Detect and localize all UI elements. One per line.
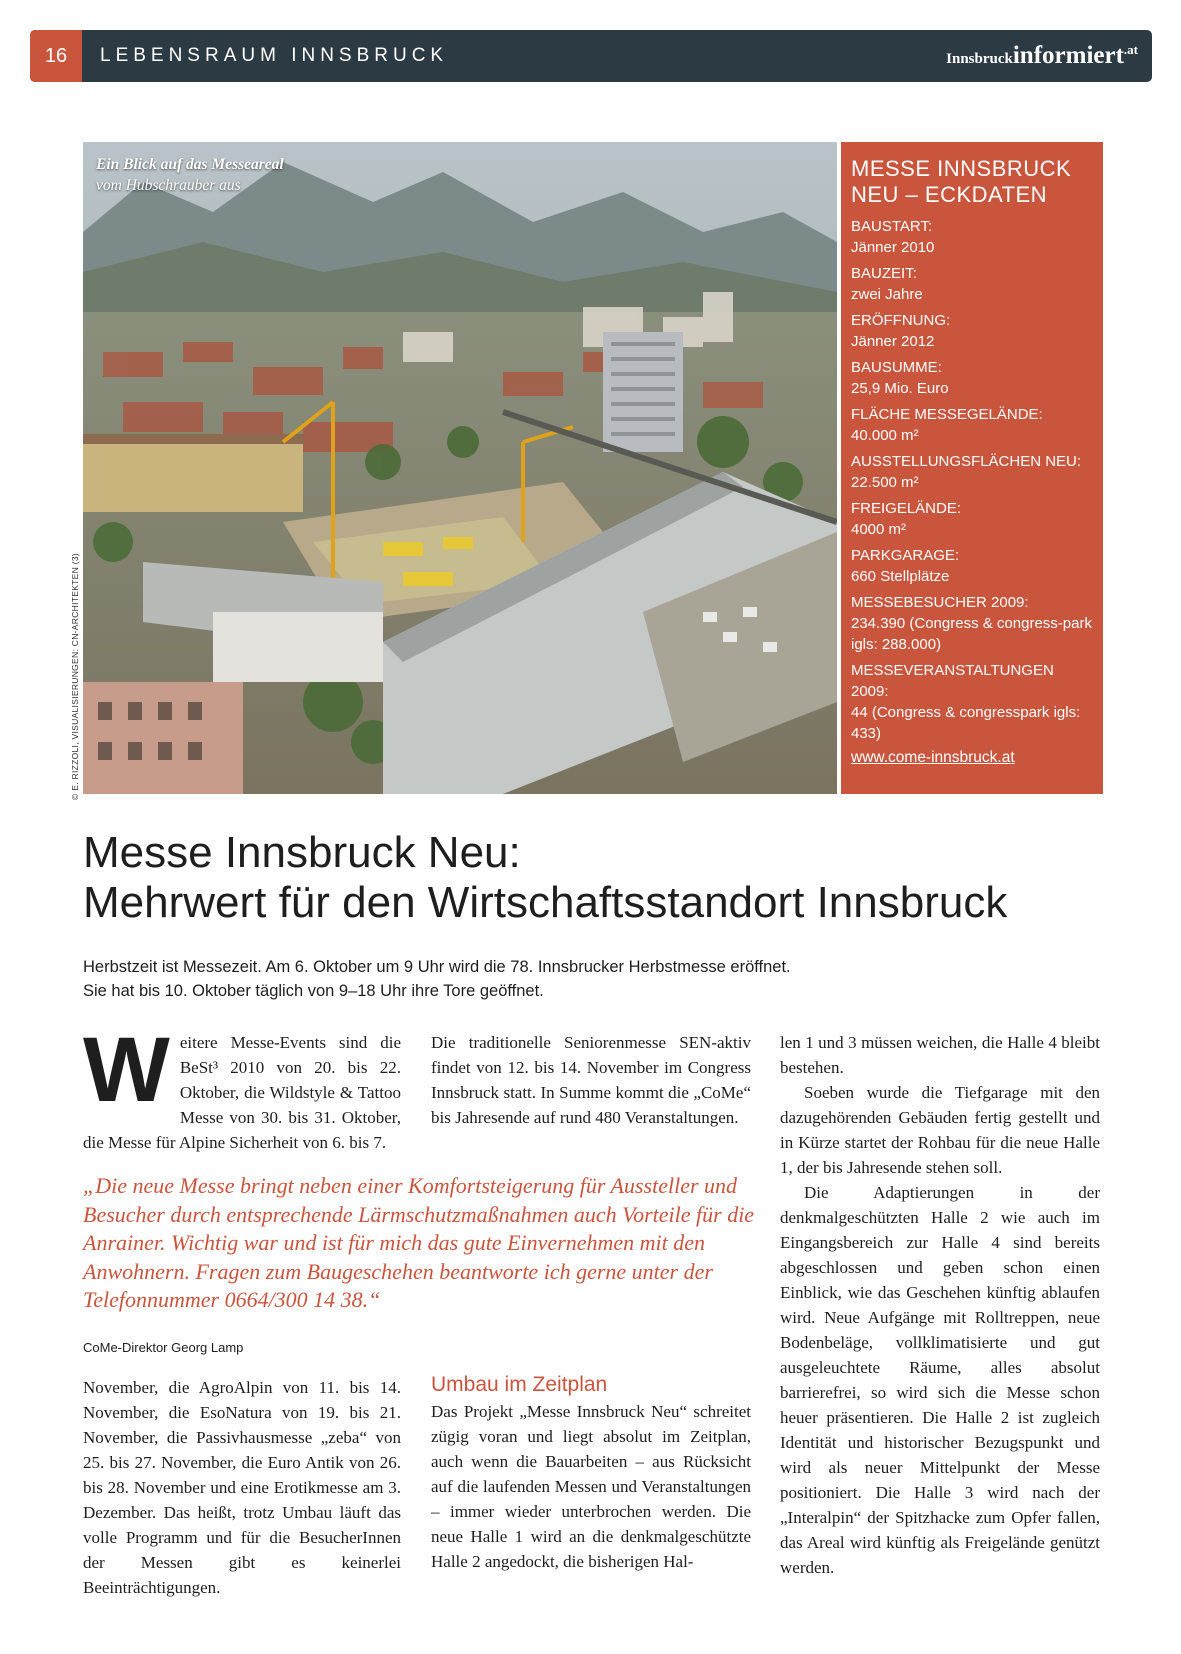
fact-item — [851, 357, 1093, 399]
fact-label: BAUSUMME: — [851, 359, 942, 376]
column-3 — [780, 1030, 1100, 1580]
article-lead — [83, 955, 1083, 1003]
column-2-bottom — [431, 1372, 751, 1574]
column-3-paragraph: Soeben wurde die Tiefgarage mit den dazugehörenden Gebäuden fertig gestellt und in Kürze startet der Rohbau für die neue Halle 1, der bis Jahresende stehen soll. — [780, 1083, 1100, 1177]
fact-label: AUSSTELLUNGSFLÄCHEN NEU: — [851, 453, 1082, 470]
fact-item — [851, 660, 1093, 744]
column-2-bottom-text: Das Projekt „Messe Innsbruck Neu“ schreitet zügig voran und liegt absolut im Zeitplan, auch wenn die Bauarbeiten – aus Rücksicht auf die laufenden Messen und Veranstaltungen – immer wieder unterbrochen werden. Die neue Halle 1 wird an die denkmalgeschützte Halle 2 angedockt, die bisherigen Hal- — [431, 1402, 751, 1571]
quote-attribution: CoMe-Direktor Georg Lamp — [83, 1340, 244, 1355]
photo-caption — [96, 154, 296, 196]
photo-credit: © E. RIZZOLI, VISUALISIERUNGEN: CN-ARCHITEKTEN (3) — [70, 552, 80, 800]
photo-caption-bold: Ein Blick auf das Messeareal — [96, 156, 284, 173]
fact-label: FLÄCHE MESSEGELÄNDE: — [851, 406, 1043, 423]
fact-value: Jänner 2012 — [851, 333, 935, 350]
fact-value: 234.390 (Congress & congress-park igls: 288.000) — [851, 615, 1092, 653]
fact-value: zwei Jahre — [851, 286, 923, 303]
page-header — [30, 30, 1152, 82]
column-2-top: Die traditionelle Seniorenmesse SEN-aktiv findet von 12. bis 14. November im Congress Innsbruck statt. In Summe kommt die „CoMe“ bis Jahresende auf rund 480 Veranstaltungen. — [431, 1033, 751, 1127]
fact-item — [851, 216, 1093, 258]
column-1-top — [83, 1019, 401, 1155]
fact-value: 25,9 Mio. Euro — [851, 380, 949, 397]
section-subhead: Umbau im Zeitplan — [431, 1373, 608, 1396]
fact-label: FREIGELÄNDE: — [851, 500, 962, 517]
fact-box-title: MESSE INNSBRUCK NEU – ECKDATEN — [851, 156, 1072, 207]
brand-prefix: Innsbruck — [946, 51, 1013, 67]
brand-main: informiert — [1012, 42, 1124, 69]
column-3-paragraph: len 1 und 3 müssen weichen, die Halle 4 bleibt bestehen. — [780, 1033, 1100, 1077]
fact-item — [851, 498, 1093, 540]
fact-item — [851, 310, 1093, 352]
fact-item — [851, 404, 1093, 446]
fact-label: MESSEBESUCHER 2009: — [851, 594, 1029, 611]
fact-value: 660 Stellplätze — [851, 568, 950, 585]
column-1-top-text: eitere Messe-Events sind die BeSt³ 2010 von 20. bis 22. Oktober, die Wildstyle & Tattoo Messe von 30. bis 31. Oktober, die Messe für Alpine Sicherheit von 6. bis 7. — [83, 1033, 401, 1152]
brand-logo — [946, 42, 1138, 70]
fact-label: MESSEVERANSTALTUNGEN 2009: — [851, 662, 1054, 700]
fact-item — [851, 451, 1093, 493]
drop-cap: W — [83, 1019, 170, 1121]
article-headline — [83, 828, 1133, 928]
column-1-bottom: November, die AgroAlpin von 11. bis 14. November, die EsoNatura von 19. bis 21. November, die Passivhausmesse „zeba“ von 25. bis 27. November, die Euro Antik von 26. bis 28. November und eine Erotikmesse am 3. Dezember. Das heißt, trotz Umbau läuft das volle Programm und für die BesucherInnen der Messen gibt es keinerlei Beeinträchtigungen. — [83, 1378, 401, 1597]
fact-item — [851, 263, 1093, 305]
aerial-photo-illustration — [83, 142, 837, 794]
brand-suffix: .at — [1123, 42, 1138, 57]
fact-box — [841, 142, 1103, 794]
photo-caption-rest: vom Hubschrauber aus — [96, 177, 241, 194]
website-link[interactable]: www.come-innsbruck.at — [851, 749, 1015, 766]
section-title: LEBENSRAUM INNSBRUCK — [100, 45, 449, 66]
fact-value: 4000 m² — [851, 521, 907, 538]
fact-label: ERÖFFNUNG: — [851, 312, 951, 329]
lead-line-2: Sie hat bis 10. Oktober täglich von 9–18 Uhr ihre Tore geöffnet. — [83, 982, 544, 1000]
pull-quote: „Die neue Messe bringt neben einer Komfortsteigerung für Aussteller und Besucher durch entsprechende Lärmschutzmaßnahmen auch Vorteile für die Anrainer. Wichtig war und ist für mich das gute Einvernehmen mit den Anwohnern. Fragen zum Baugeschehen beantworte ich gerne unter der Telefonnummer 0664/300 14 38.“ — [83, 1173, 755, 1312]
fact-label: BAUSTART: — [851, 218, 933, 235]
fact-item — [851, 592, 1093, 655]
fact-item — [851, 545, 1093, 587]
fact-value: 44 (Congress & congresspark igls: 433) — [851, 704, 1081, 742]
fact-value: 40.000 m² — [851, 427, 919, 444]
fact-value: 22.500 m² — [851, 474, 919, 491]
page-number: 16 — [30, 30, 82, 82]
headline-line-1: Messe Innsbruck Neu: — [83, 828, 521, 877]
fact-label: PARKGARAGE: — [851, 547, 960, 564]
fact-label: BAUZEIT: — [851, 265, 917, 282]
headline-line-2: Mehrwert für den Wirtschaftsstandort Innsbruck — [83, 878, 1008, 927]
fact-value: Jänner 2010 — [851, 239, 935, 256]
column-3-paragraph: Die Adaptierungen in der denkmalgeschützten Halle 2 wie auch im Eingangsbereich zur Halle 4 sind bereits abgeschlossen und geben schon einen Einblick, wie das Geschehen künftig ablaufen wird. Neue Aufgänge mit Rolltreppen, neue Bodenbeläge, vollklimatisierte und gut ausgeleuchtete Räume, alles absolut barrierefrei, so wird sich die Messe schon heuer präsentieren. Die Halle 2 ist zugleich Identität und historischer Bezugspunkt und wird als neuer Mittelpunkt der Messe positioniert. Die Halle 3 wird nach der „Interalpin“ der Spitzhacke zum Opfer fallen, das Areal wird künftig als Freigelände genützt werden. — [780, 1183, 1100, 1577]
aerial-photo — [83, 142, 837, 794]
lead-line-1: Herbstzeit ist Messezeit. Am 6. Oktober um 9 Uhr wird die 78. Innsbrucker Herbstmesse eröffnet. — [83, 958, 791, 976]
